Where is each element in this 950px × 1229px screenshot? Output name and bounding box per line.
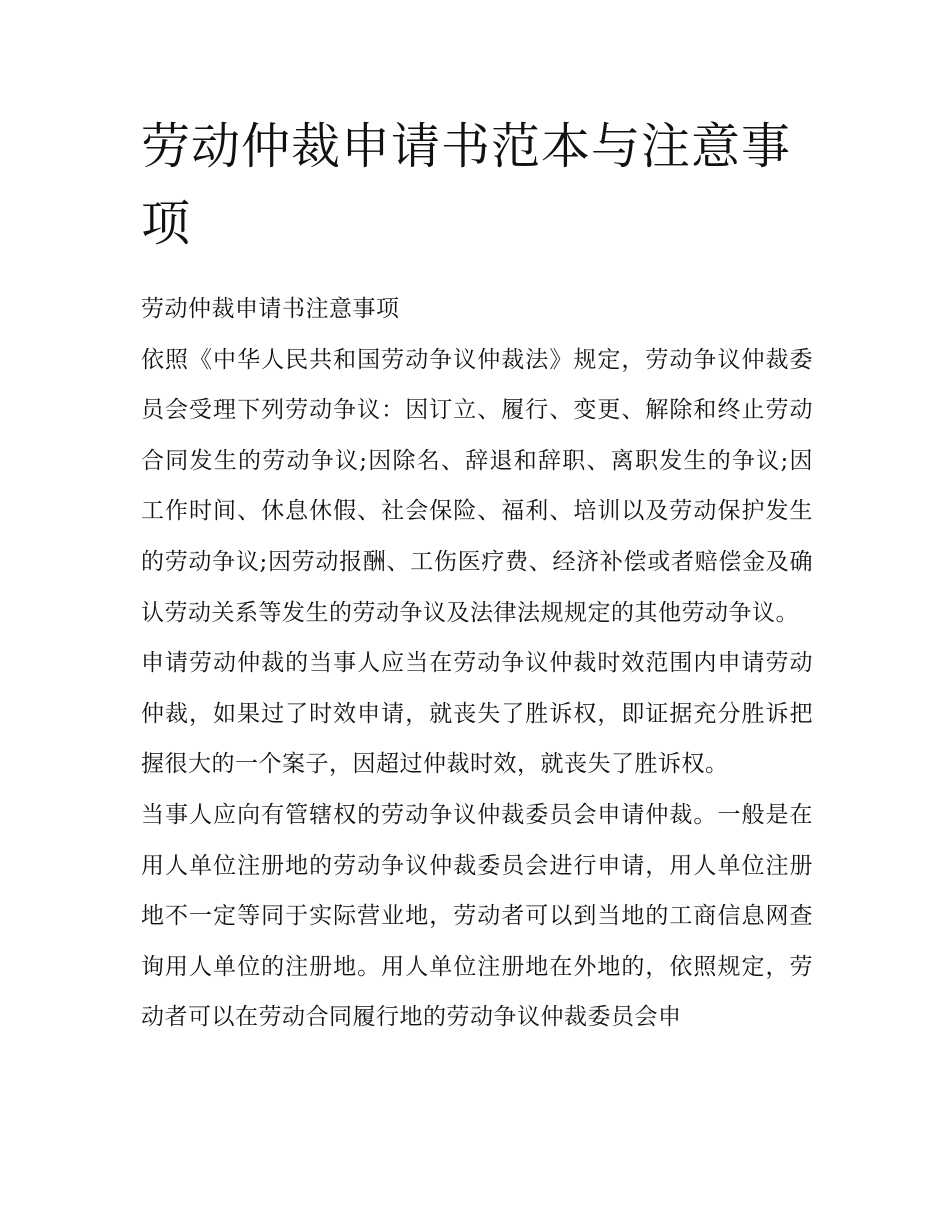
paragraph-arbitration-scope: 依照《中华人民共和国劳动争议仲裁法》规定，劳动争议仲裁委员会受理下列劳动争议：因订立、履行、变更、解除和终止劳动合同发生的劳动争议;因除名、辞退和辞职、离职发生的争议;因工作时间、休息休假、社会保险、福利、培训以及劳动保护发生的劳动争议;因劳动报酬、工伤医疗费、经济补偿或者赔偿金及确认劳动关系等发生的劳动争议及法律法规规定的其他劳动争议。 [141,346,813,626]
paragraph-time-limit: 申请劳动仲裁的当事人应当在劳动争议仲裁时效范围内申请劳动仲裁，如果过了时效申请，就丧失了胜诉权，即证据充分胜诉把握很大的一个案子，因超过仲裁时效，就丧失了胜诉权。 [141,650,813,778]
document-title: 劳动仲裁申请书范本与注意事项 [141,118,792,252]
document-body [141,108,813,1043]
paragraph-jurisdiction: 当事人应向有管辖权的劳动争议仲裁委员会申请仲裁。一般是在用人单位注册地的劳动争议仲裁委员会进行申请，用人单位注册地不一定等同于实际营业地，劳动者可以到当地的工商信息网查询用人单位的注册地。用人单位注册地在外地的，依照规定，劳动者可以在劳动合同履行地的劳动争议仲裁委员会申 [141,801,813,1031]
section-heading: 劳动仲裁申请书注意事项 [141,296,400,322]
